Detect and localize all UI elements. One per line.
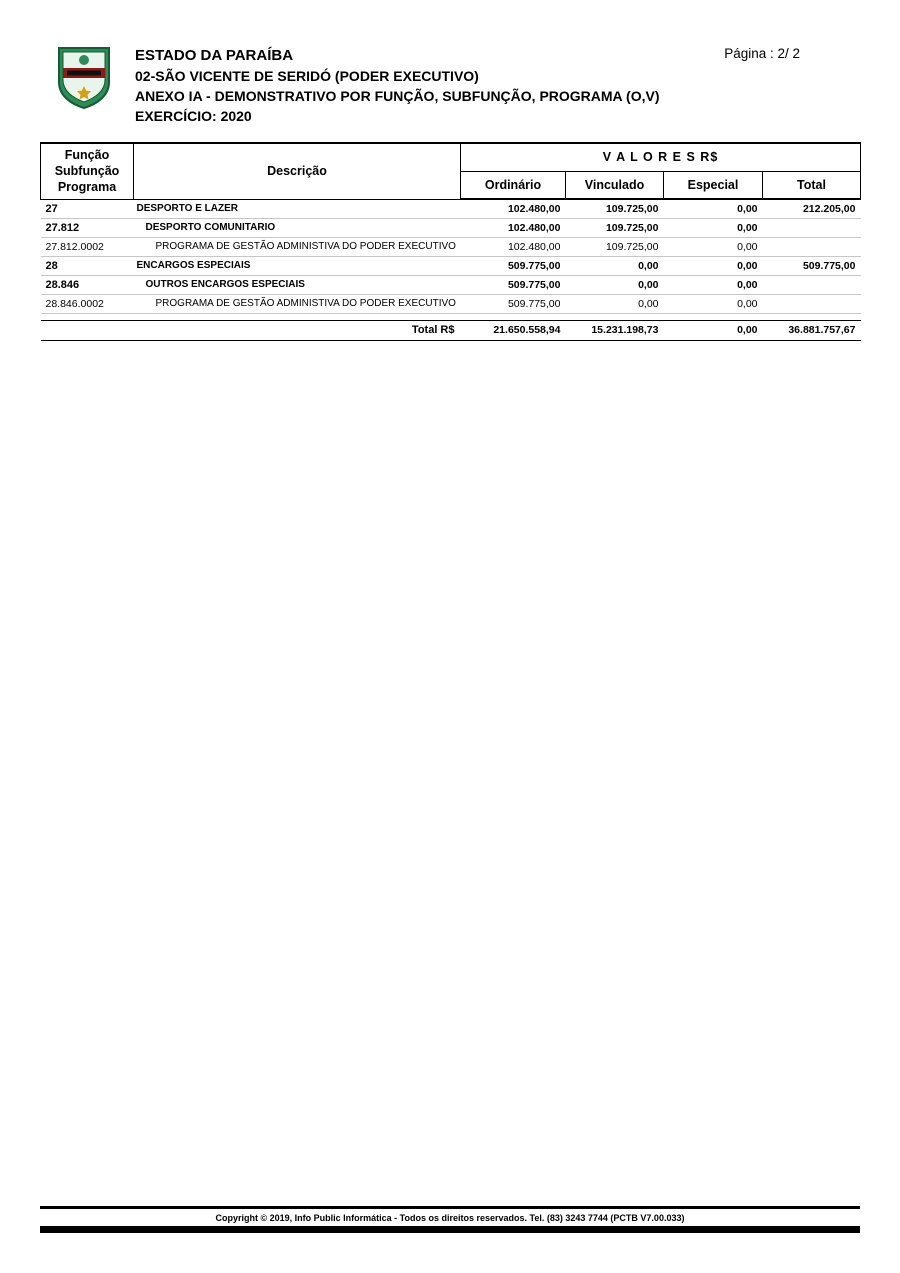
total-value-especial: 0,00 bbox=[664, 320, 763, 340]
row-value-especial: 0,00 bbox=[664, 199, 763, 218]
row-code: 27.812.0002 bbox=[41, 237, 134, 256]
table-row bbox=[41, 237, 861, 256]
row-value-ordinario: 102.480,00 bbox=[461, 218, 566, 237]
row-description: DESPORTO E LAZER bbox=[134, 199, 461, 218]
row-value-total bbox=[763, 275, 861, 294]
state-title: ESTADO DA PARAÍBA bbox=[135, 47, 294, 64]
row-value-vinculado: 109.725,00 bbox=[566, 199, 664, 218]
coat-of-arms-logo bbox=[55, 46, 113, 110]
row-value-total bbox=[763, 237, 861, 256]
total-value-vinculado: 15.231.198,73 bbox=[566, 320, 664, 340]
row-value-total: 509.775,00 bbox=[763, 256, 861, 275]
table-row bbox=[41, 256, 861, 275]
row-value-total: 212.205,00 bbox=[763, 199, 861, 218]
row-value-especial: 0,00 bbox=[664, 237, 763, 256]
report-header bbox=[0, 0, 900, 126]
row-value-total bbox=[763, 218, 861, 237]
col-header-programa: Programa bbox=[57, 180, 117, 195]
row-description: PROGRAMA DE GESTÃO ADMINISTIVA DO PODER EXECUTIVO bbox=[134, 237, 461, 256]
row-description: ENCARGOS ESPECIAIS bbox=[134, 256, 461, 275]
table-footer bbox=[41, 313, 861, 340]
report-title: ANEXO IA - DEMONSTRATIVO POR FUNÇÃO, SUBFUNÇÃO, PROGRAMA (O,V) bbox=[135, 88, 660, 104]
table-header bbox=[41, 143, 861, 199]
row-value-vinculado: 0,00 bbox=[566, 294, 664, 313]
col-header-descricao: Descrição bbox=[134, 143, 461, 199]
row-value-ordinario: 509.775,00 bbox=[461, 256, 566, 275]
header-text-block bbox=[135, 46, 659, 126]
col-header-vinculado: Vinculado bbox=[566, 171, 664, 199]
table-row bbox=[41, 294, 861, 313]
row-description: PROGRAMA DE GESTÃO ADMINISTIVA DO PODER EXECUTIVO bbox=[134, 294, 461, 313]
coat-of-arms-icon bbox=[55, 46, 113, 110]
total-value-ordinario: 21.650.558,94 bbox=[461, 320, 566, 340]
row-code: 28.846.0002 bbox=[41, 294, 134, 313]
table-row bbox=[41, 199, 861, 218]
entity-title: 02-SÃO VICENTE DE SERIDÓ (PODER EXECUTIVO) bbox=[135, 68, 479, 84]
table-row bbox=[41, 275, 861, 294]
row-value-ordinario: 509.775,00 bbox=[461, 294, 566, 313]
footer-bottom-rule bbox=[40, 1226, 860, 1233]
row-code: 28 bbox=[41, 256, 134, 275]
total-value-total: 36.881.757,67 bbox=[763, 320, 861, 340]
row-code: 28.846 bbox=[41, 275, 134, 294]
col-header-funcao: Função bbox=[64, 148, 110, 163]
table-row bbox=[41, 218, 861, 237]
table-body bbox=[41, 199, 861, 313]
budget-table bbox=[40, 142, 861, 341]
col-header-total: Total bbox=[763, 171, 861, 199]
col-header-subfuncao: Subfunção bbox=[54, 164, 120, 179]
col-group-header-valores: V A L O R E S R$ bbox=[461, 143, 861, 171]
row-description: DESPORTO COMUNITARIO bbox=[134, 218, 461, 237]
exercise-label: EXERCÍCIO: 2020 bbox=[135, 108, 252, 124]
row-description: OUTROS ENCARGOS ESPECIAIS bbox=[134, 275, 461, 294]
col-header-especial: Especial bbox=[664, 171, 763, 199]
row-value-especial: 0,00 bbox=[664, 218, 763, 237]
row-value-ordinario: 102.480,00 bbox=[461, 237, 566, 256]
total-label: Total R$ bbox=[134, 320, 461, 340]
row-code: 27 bbox=[41, 199, 134, 218]
row-value-vinculado: 109.725,00 bbox=[566, 218, 664, 237]
report-footer bbox=[40, 1206, 860, 1233]
col-header-ordinario: Ordinário bbox=[461, 171, 566, 199]
total-empty-cell bbox=[41, 320, 134, 340]
spacer-row bbox=[41, 313, 861, 320]
row-value-vinculado: 0,00 bbox=[566, 256, 664, 275]
row-value-especial: 0,00 bbox=[664, 294, 763, 313]
row-value-especial: 0,00 bbox=[664, 256, 763, 275]
col-header-funcao-subfuncao-programa bbox=[41, 143, 134, 199]
page-number: Página : 2/ 2 bbox=[724, 46, 800, 61]
total-row bbox=[41, 320, 861, 340]
row-value-ordinario: 102.480,00 bbox=[461, 199, 566, 218]
row-value-vinculado: 109.725,00 bbox=[566, 237, 664, 256]
row-value-especial: 0,00 bbox=[664, 275, 763, 294]
copyright-text: Copyright © 2019, Info Public Informática - Todos os direitos reservados. Tel. (83) 3243 7744 (PCTB V7.00.033) bbox=[215, 1213, 685, 1223]
row-value-ordinario: 509.775,00 bbox=[461, 275, 566, 294]
row-code: 27.812 bbox=[41, 218, 134, 237]
row-value-total bbox=[763, 294, 861, 313]
row-value-vinculado: 0,00 bbox=[566, 275, 664, 294]
